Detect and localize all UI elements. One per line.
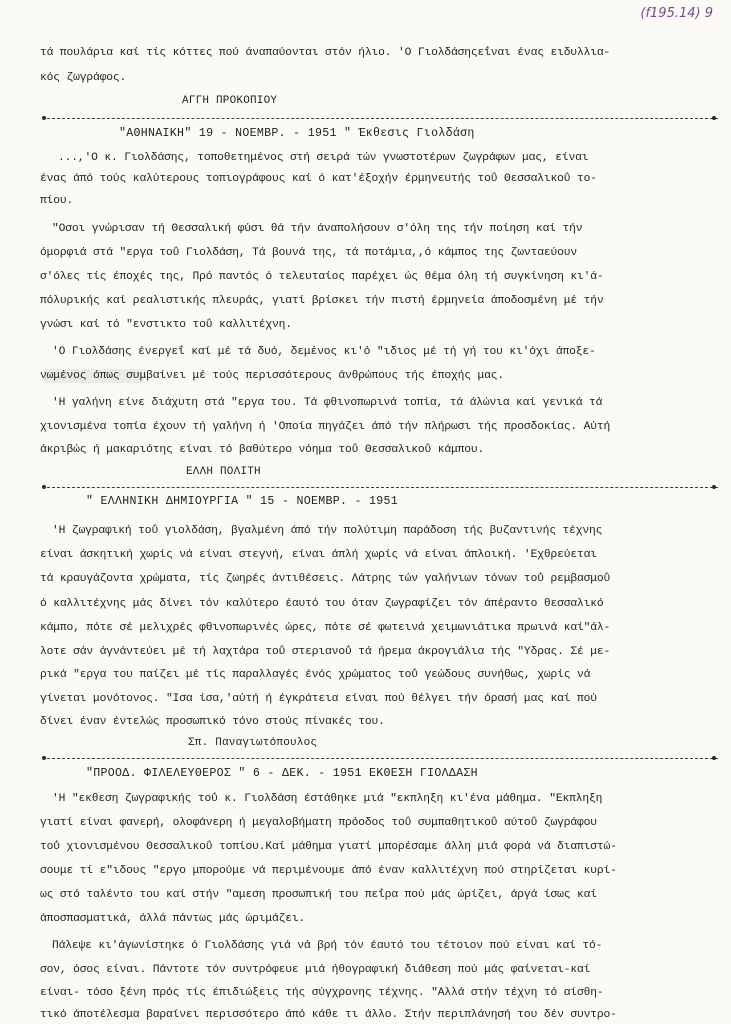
text-line: σ'όλες τίς έποχές της, Πρό παντός ό τελευταίος παρέχει ώς θέμα όλη τή συγκίνηση κι'ά- xyxy=(40,271,604,283)
text-line: όμορφιά στά "εργα τοΰ Γιολδάση, Τά βουνά της, τά ποτάμια,,ό κάμπος της ζωνταεύουν xyxy=(40,247,577,259)
text-line: πόλυρικής καί ρεαλιστικής πλευράς, γιατί βρίσκει τήν πιστή έρμηνεία άποδοσμένη μέ τήν xyxy=(40,295,604,307)
text-line: τοΰ χιονισμένου Θεσσαλικοΰ τοπίου.Καί μάθημα γιατί μπορέσαμε άλλη μιά φορά νά διαπιστώ- xyxy=(40,841,617,853)
section-header: "ΠΡΟΟΔ. ΦΙΛΕΛΕΥΘΕΡΟΣ " 6 - ΔΕΚ. - 1951 ΕΚΘΕΣΗ ΓΙΟΛΔΑΣΗ xyxy=(86,767,478,780)
text-line: τά κραυγάζοντα χρώματα, τίς ζωηρές άντιθέσεις. Λάτρης τών γαλήνιων τόνων τοΰ ρεμβασμοΰ xyxy=(40,573,611,585)
text-line: λοτε σάν άγνάντεύει μέ τή λαχτάρα τοΰ στεριανοΰ τά ήρεμα άκρογιάλια τής "Υδρας. Σέ με- xyxy=(40,646,611,658)
section-header: " ΕΛΛΗΝΙΚΗ ΔΗΜΙΟΥΡΓΙΑ " 15 - ΝΟΕΜΒΡ. - 1951 xyxy=(86,495,399,508)
text-line: σουμε τί ε"ιδους "εργο μπορούμε νά περιμένουμε άπό έναν καλλιτέχνη πού στηρίζεται κυρί- xyxy=(40,865,617,877)
page-number: (f195.14) 9 xyxy=(640,6,713,21)
text-line: άκριβώς ή μακαριότης είναι τό βαθύτερο νόημα τοΰ Θεσσαλικοΰ κάμπου. xyxy=(40,444,485,456)
text-line: τά πουλάρια καί τίς κόττες πού άναπαύονται στόν ήλιο. 'Ο Γιολδάσηςεΐναι ένας ειδυλλια- xyxy=(40,47,611,59)
text-line: κός ζωγράφος. xyxy=(40,72,127,84)
text-line: Πάλεψε κι'άγωνίστηκε ό Γιολδάσης γιά νά βρή τόν έαυτό του τέτοιον πού είναι καί τό- xyxy=(52,940,603,952)
text-line: 'Η γαλήνη είνε διάχυτη στά "εργα του. Τά φθινοπωρινά τοπία, τά άλώνια καί γενικά τά xyxy=(52,397,603,409)
dashed-separator xyxy=(42,118,718,119)
text-line: πίου. xyxy=(40,195,74,207)
text-line: ό καλλιτέχνης μάς δίνει τόν καλύτερο έαυτό του όταν ζωγραφίζει τόν άπέραντο θεσσαλικό xyxy=(40,598,604,610)
text-line: γιατί είναι φανερή, ολοφάνερη ή μεγαλοβήματη πρόοδος τοΰ συμπαθητικοΰ αύτοΰ ζωγράφου xyxy=(40,817,597,829)
separator-dot xyxy=(712,116,716,120)
dashed-separator xyxy=(42,487,718,488)
text-line: κάμπο, πότε σέ μελιχρές φθινοπωρινές ώρες, πότε σέ φωτεινά χειμωνιάτικα πρωινά καί"άλ- xyxy=(40,622,611,634)
text-line: 'Η ζωγραφική τοΰ γιολδάση, βγαλμένη άπό τήν πολύτιμη παράδοση τής βυζαντινής τέχνης xyxy=(52,525,603,537)
signature: ΕΛΛΗ ΠΟΛΙΤΗ xyxy=(186,466,261,478)
separator-dot xyxy=(712,756,716,760)
signature: ΑΓΓΗ ΠΡΟΚΟΠΙΟΥ xyxy=(182,95,278,107)
text-line: τικό άποτέλεσμα βαραίνει περισσότερο άπό κάθε τι άλλο. Στήν περιπλάνησή του δέν συντρο- xyxy=(40,1009,617,1021)
text-line: 'Η "εκθεση ζωγραφικής τοΰ κ. Γιολδάση έστάθηκε μιά "εκπληξη κι'ένα μάθημα. "Εκπληξη xyxy=(52,793,603,805)
text-line: σον, όσος είναι. Πάντοτε τόν συντρόφευε μιά ήθογραφική διάθεση πού μάς φαίνεται-καί xyxy=(40,964,591,976)
text-line: είναι- τόσο ξένη πρός τίς έπιδιώξεις τής σύγχρονης τέχνης. "Αλλά στήν τέχνη τό αίσθη- xyxy=(40,987,604,999)
text-line: χιονισμένα τοπία έχουν τή γαλήνη ή 'Οποία πηγάζει άπό τήν πλήρωσι τής προσδοκίας. Αύτή xyxy=(40,421,611,433)
text-line: είναι άσκητική χωρίς νά είναι στεγνή, είναι άπλή χωρίς νά είναι άπλοική. 'Εχθρεύεται xyxy=(40,549,597,561)
dashed-separator xyxy=(42,758,718,759)
text-line: γνώσι καί τό "ενστικτο τοΰ καλλιτέχνη. xyxy=(40,319,292,331)
text-line: ως στό ταλέντο του καί στήν "αμεση προσωπική του πεΐρα πού μάς ώρίζει, άργά ίσως καί xyxy=(40,889,597,901)
text-line: άποσπασματικά, άλλά πάντως μάς ώριμάζει. xyxy=(40,913,306,925)
text-line: ρικά "εργα του παίζει μέ τίς παραλλαγές ένός χρώματος τοΰ γεώδους συνήθως, χωρίς νά xyxy=(40,669,591,681)
separator-dot xyxy=(712,485,716,489)
text-line: δίνει έναν έντελώς προσωπικό τόνο στούς πίνακές του. xyxy=(40,716,385,728)
text-line: νωμένος όπως συμβαίνει μέ τούς περισσότερους άνθρώπους τής έποχής μας. xyxy=(40,370,505,382)
text-line: 'Ο Γιολδάσης ένεργεΐ καί μέ τά δυό, δεμένος κι'ό "ιδιος μέ τή γή του κι'όχι άποξε- xyxy=(52,346,596,358)
text-line: "Οσοι γνώρισαν τή Θεσσαλική φύσι θά τήν άναπολήσουν σ'όλη της τήν ποίηση καί τήν xyxy=(52,223,583,235)
text-line: ένας άπό τούς καλύτερους τοπιογράφους καί ό κατ'έξοχήν έρμηνευτής τοΰ Θεσσαλικοΰ το- xyxy=(40,173,597,185)
text-line: ...,'Ο κ. Γιολδάσης, τοποθετημένος στή σειρά τών γνωστοτέρων ζωγράφων μας, είναι xyxy=(58,152,589,164)
signature: Σπ. Παναγιωτόπουλος xyxy=(188,737,318,749)
section-header: "ΑΘΗΝΑΙΚΗ" 19 - ΝΟΕΜΒΡ. - 1951 " Έκθεσις Γιολδάση xyxy=(119,127,475,140)
text-line: γίνεται μονότονος. "Ισα ίσα,'αύτή ή έγκράτεια είναι πού θέλγει τήν όρασή μας καί πού xyxy=(40,693,597,705)
